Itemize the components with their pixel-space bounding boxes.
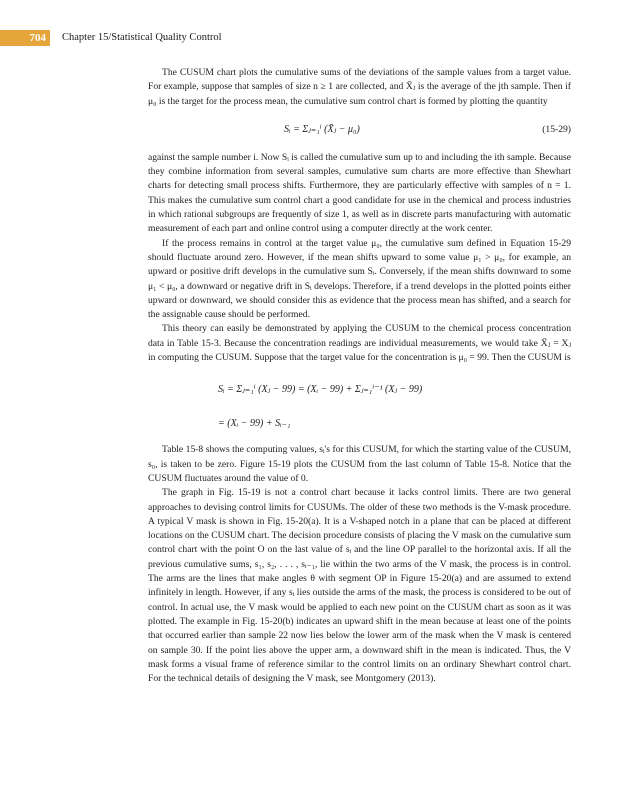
equation-15-29	[148, 109, 571, 151]
paragraph-4: This theory can easily be demonstrated by applying the CUSUM to the chemical process concentration data in Table 15-3. Because the concentration readings are individual measurements, we would take X̄ⱼ = Xⱼ in computing the CUSUM. Suppose that the target value for the concentration is μ₀ = 99. Then the CUSUM is	[148, 323, 571, 364]
cusum-equation	[148, 365, 571, 443]
cusum-equation-line-1: Sᵢ = Σⱼ₌₁ⁱ (Xⱼ − 99) = (Xᵢ − 99) + Σⱼ₌₁ⁱ⁻¹ (Xⱼ − 99)	[218, 384, 423, 396]
paragraph-6: The graph in Fig. 15-19 is not a control chart because it lacks control limits. There are two general approaches to devising control limits for CUSUMs. The older of these two methods is the V-mask procedure. A typical V mask is shown in Fig. 15-20(a). It is a V-shaped notch in a plane that can be placed at different locations on the CUSUM chart. The decision procedure consists of placing the V mask on the cumulative sum control chart with the point O on the last value of sᵢ and the line OP parallel to the horizontal axis. If all the previous cumulative sums, s₁, s₂, . . . , sᵢ₋₁, lie within the two arms of the V mask, the process is in control. The arms are the lines that make angles θ with segment OP in Figure 15-20(a) and are assumed to extend infinitely in length. However, if any sᵢ lies outside the arms of the mask, the process is considered to be out of control. In actual use, the V mask would be applied to each new point on the CUSUM chart as soon as it was plotted. The example in Fig. 15-20(b) indicates an upward shift in the mean because at least one of the points that occurred earlier than sample 22 now lies below the lower arm of the mask when the V mask is centered on sample 30. If the point lies above the upper arm, a downward shift in the mean is indicated. Thus, the V mask forms a visual frame of reference similar to the control limits on an ordinary Shewhart control chart. For the technical details of designing the V mask, see Montgomery (2013).	[148, 487, 571, 685]
body-text	[148, 66, 571, 686]
cusum-equation-line-2: = (Xᵢ − 99) + Sᵢ₋₁	[218, 418, 291, 430]
paragraph-1: The CUSUM chart plots the cumulative sums of the deviations of the sample values from a target value. For example, suppose that samples of size n ≥ 1 are collected, and X̄ⱼ is the average of the jth sample. Then if μ₀ is the target for the process mean, the cumulative sum control chart is formed by plotting the quantity	[148, 67, 571, 107]
equation-15-29-label: (15-29)	[542, 123, 571, 135]
page-number: 704	[0, 30, 50, 46]
paragraph-2: against the sample number i. Now Sᵢ is called the cumulative sum up to and including the ith sample. Because they combine information from several samples, cumulative sum charts are more effective than Shewhart charts for detecting small process shifts. Furthermore, they are particularly effective with samples of n = 1. This makes the cumulative sum control chart a good candidate for use in the chemical and process industries in which rational subgroups are frequently of size 1, as well as in discrete parts manufacturing with automatic measurement of each part and online control using a computer directly at the work center.	[148, 151, 571, 235]
paragraph-3: If the process remains in control at the target value μ₀, the cumulative sum defined in Equation 15-29 should fluctuate around zero. However, if the mean shifts upward to some value μ₁ > μ₀, for example, an upward or positive drift develops in the cumulative sum Sᵢ. Conversely, if the mean shifts downward to some μ₁ < μ₀, a downward or negative drift in Sᵢ develops. Therefore, if a trend develops in the plotted points either upward or downward, we should consider this as evidence that the process mean has shifted, and a search for the assignable cause should be performed.	[148, 237, 571, 321]
equation-15-29-formula: Sᵢ = Σⱼ₌₁ⁱ (X̄ⱼ − μ₀)	[284, 123, 360, 135]
paragraph-5: Table 15-8 shows the computing values, sᵢ's for this CUSUM, for which the starting value of the CUSUM, s₀, is taken to be zero. Figure 15-19 plots the CUSUM from the last column of Table 15-8. Notice that the CUSUM fluctuates around the value of 0.	[148, 444, 571, 484]
running-title: Chapter 15/Statistical Quality Control	[62, 32, 222, 43]
